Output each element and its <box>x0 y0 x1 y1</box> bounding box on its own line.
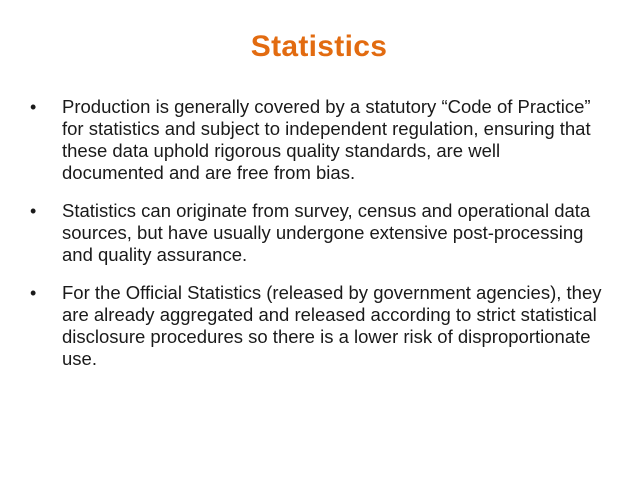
bullet-marker: • <box>30 201 37 221</box>
bullet-marker: • <box>30 97 37 117</box>
bullet-marker: • <box>30 283 37 303</box>
slide-title: Statistics <box>250 30 388 63</box>
bullet-item-2 <box>26 200 606 266</box>
bullet-list <box>26 96 606 386</box>
bullet-text: For the Official Statistics (released by government agencies), they are already aggregated and released according to strict statistical disclosure procedures so there is a lower risk of disproportionate use. <box>62 282 602 369</box>
bullet-text: Statistics can originate from survey, census and operational data sources, but have usually undergone extensive post-processing and quality assurance. <box>62 200 591 265</box>
bullet-text: Production is generally covered by a statutory “Code of Practice” for statistics and subject to independent regulation, ensuring that these data uphold rigorous quality standards, are well documented and are free from bias. <box>62 96 591 183</box>
bullet-item-1 <box>26 96 606 184</box>
bullet-item-3 <box>26 282 606 370</box>
